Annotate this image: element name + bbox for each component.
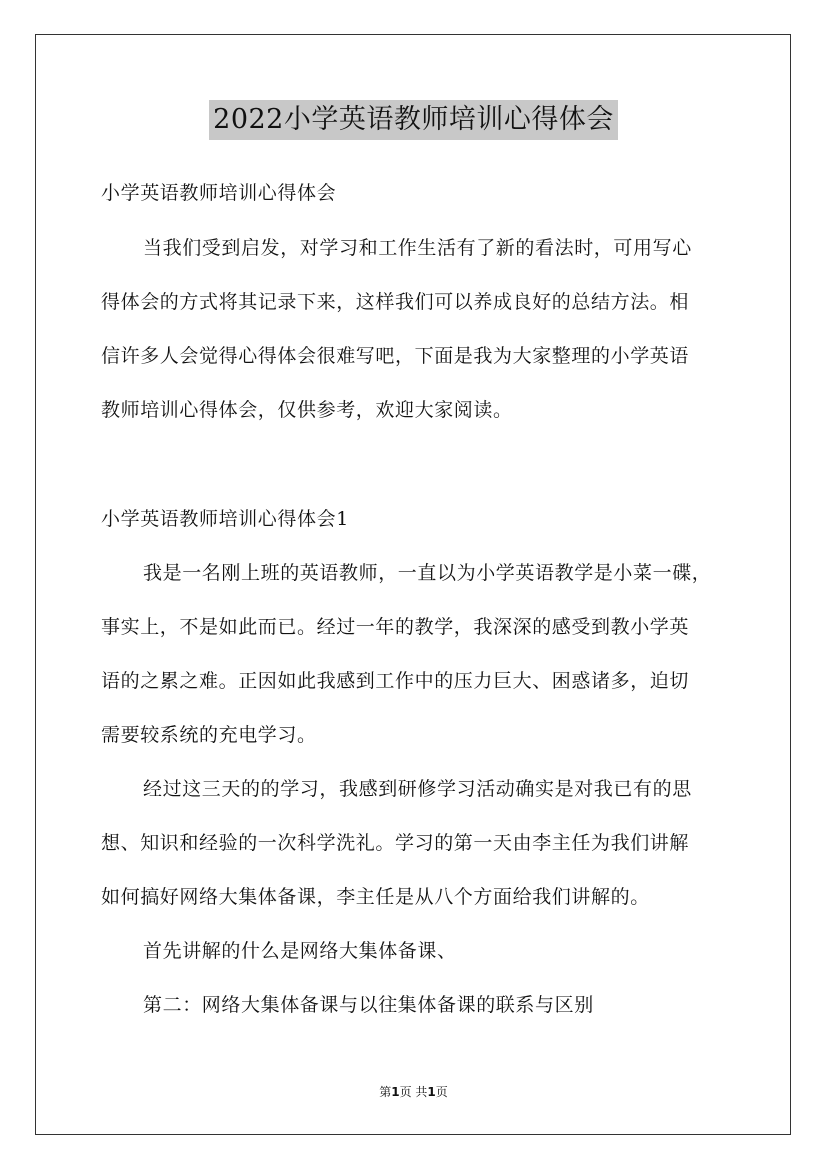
footer-total-pages: 1 (427, 1085, 436, 1099)
paragraph-line: 第二：网络大集体备课与以往集体备课的联系与区别 (143, 994, 594, 1016)
footer-prefix: 第 (379, 1085, 392, 1099)
footer-mid: 页 共 (399, 1085, 428, 1099)
section-heading: 小学英语教师培训心得体会1 (101, 508, 349, 530)
paragraph-line: 需要较系统的充电学习。 (101, 724, 317, 746)
document-title: 2022小学英语教师培训心得体会 (209, 100, 618, 140)
paragraph-line: 想、知识和经验的一次科学洗礼。学习的第一天由李主任为我们讲解 (101, 832, 690, 854)
paragraph-line: 得体会的方式将其记录下来，这样我们可以养成良好的总结方法。相 (101, 291, 690, 313)
page-footer (0, 1084, 827, 1100)
paragraph-line: 首先讲解的什么是网络大集体备课、 (143, 940, 457, 962)
footer-suffix: 页 (435, 1085, 448, 1099)
paragraph-line: 当我们受到启发，对学习和工作生活有了新的看法时，可用写心 (143, 237, 692, 259)
paragraph-line: 语的之累之难。正因如此我感到工作中的压力巨大、困惑诸多，迫切 (101, 670, 690, 692)
paragraph-line: 信许多人会觉得心得体会很难写吧，下面是我为大家整理的小学英语 (101, 345, 690, 367)
paragraph-line: 教师培训心得体会，仅供参考，欢迎大家阅读。 (101, 399, 513, 421)
paragraph-line: 事实上，不是如此而已。经过一年的教学，我深深的感受到教小学英 (101, 616, 690, 638)
paragraph-line: 如何搞好网络大集体备课，李主任是从八个方面给我们讲解的。 (101, 886, 650, 908)
paragraph-line: 经过这三天的的学习，我感到研修学习活动确实是对我已有的思 (143, 778, 692, 800)
footer-page-number: 1 (391, 1085, 400, 1099)
section-heading: 小学英语教师培训心得体会 (101, 182, 337, 204)
paragraph-line: 我是一名刚上班的英语教师，一直以为小学英语教学是小菜一碟， (143, 562, 712, 584)
title-container (0, 100, 827, 140)
